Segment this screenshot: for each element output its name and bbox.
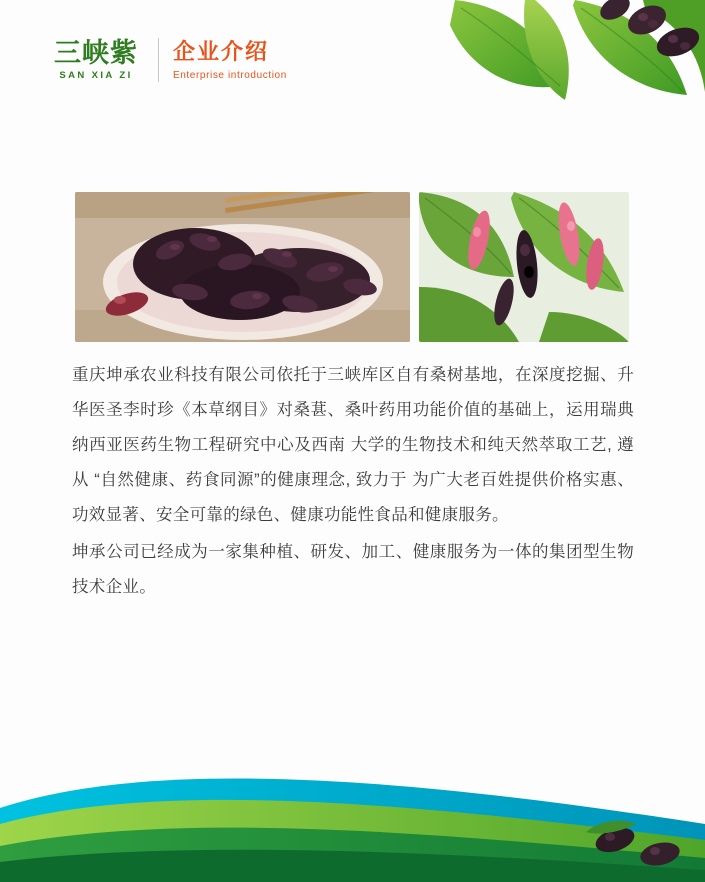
page-title-cn: 企业介绍 <box>173 39 270 65</box>
photo-row <box>75 192 629 342</box>
intro-paragraph-1: 重庆坤承农业科技有限公司依托于三峡库区自有桑树基地，在深度挖掘、升华医圣李时珍《本草纲目》对桑葚、桑叶药用功能价值的基础上，运用瑞典纳西亚医药生物工程研究中心及西南 大学的生物技术和纯天然萃取工艺, 遵从 “自然健康、药食同源”的健康理念, 致力于 为广大老百姓提供价格实惠、功效显著、安全可靠的绿色、健康功能性食品和健康服务。 <box>72 366 634 524</box>
logo-pinyin-text: SAN XIA ZI <box>59 70 133 82</box>
intro-paragraph-2: 坤承公司已经成为一家集种植、研发、加工、健康服务为一体的集团型生物技术企业。 <box>72 543 634 596</box>
header-divider <box>158 38 159 82</box>
page-title <box>173 39 287 80</box>
page-title-en: Enterprise introduction <box>173 69 287 81</box>
mulberry-branch-photo <box>419 192 629 342</box>
page-header <box>40 30 287 90</box>
company-logo <box>40 39 152 81</box>
mulberry-plate-photo <box>75 192 410 342</box>
bottom-wave-decor-graphic <box>0 762 705 882</box>
company-introduction-text <box>72 358 634 605</box>
top-right-decor-graphic <box>415 0 705 120</box>
logo-mark-text: 三峡紫 <box>54 37 138 68</box>
